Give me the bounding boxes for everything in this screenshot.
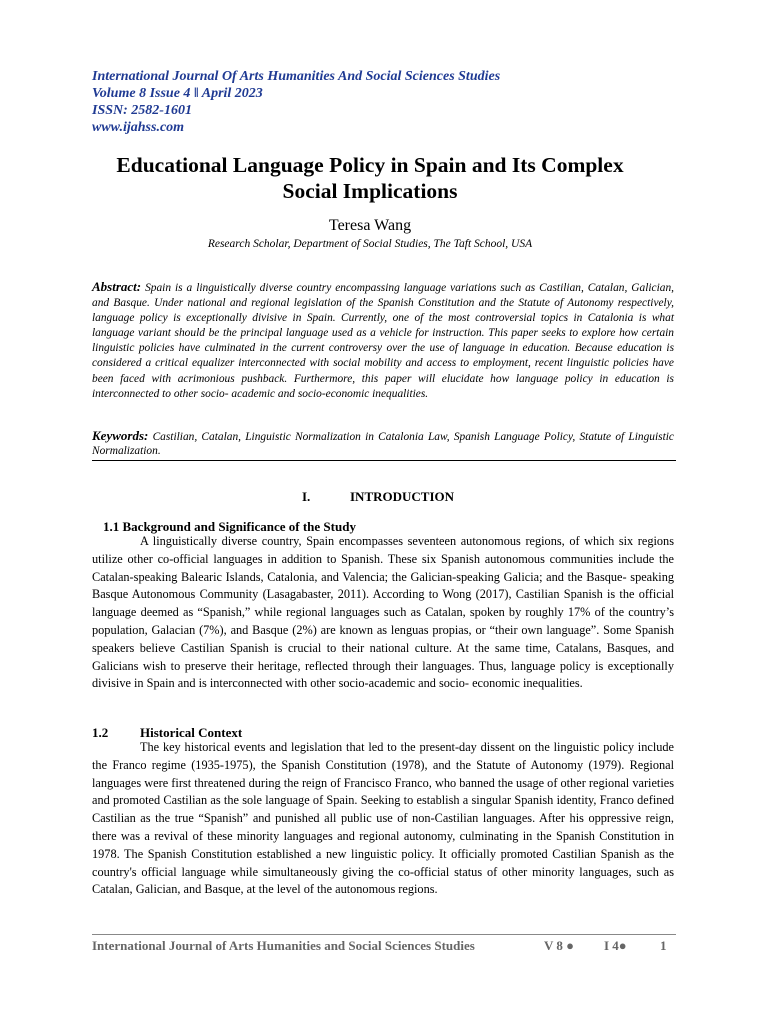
subsection-heading-1-1: 1.1 Background and Significance of the Study — [103, 519, 356, 534]
paragraph-historical-context: The key historical events and legislation that led to the present-day dissent on the linguistic policy include the Franco regime (1935-1975), the Spanish Constitution (1978), and the Statute of Autonomy (1979). Regional languages were first threatened during the reign of Francisco Franco, who banned the usage of other regional varieties and promoted Castilian as the sole language of Spain. Seeking to establish a singular Spanish identity, Franco defined Castilian as the true “Spanish” and punished all public use of non-Castilian languages. After his oppressive reign, there was a revival of these minority languages and regional autonomy, culminating in the Spanish Constitution in 1978. The Spanish Constitution established a new linguistic policy. It officially promoted Castilian Spanish as the country's official language while simultaneously giving the co-official status of other minority languages, such as Catalan, Galician, and Basque, at the level of the autonomous regions. — [92, 740, 674, 897]
footer-issue: I 4● — [604, 938, 627, 953]
keywords-text: Castilian, Catalan, Linguistic Normalization in Catalonia Law, Spanish Language Policy, Statute of Linguistic Normalization. — [92, 431, 674, 457]
section-divider — [92, 460, 676, 461]
footer-volume: V 8 ● — [544, 938, 575, 953]
journal-website[interactable]: www.ijahss.com — [92, 120, 185, 135]
paragraph-background: A linguistically diverse country, Spain encompasses seventeen autonomous regions, of which six regions utilize other co-official languages in addition to Spanish. These six Spanish autonomous communities include the Catalan-speaking Balearic Islands, Catalonia, and Valencia; the Galician-speaking Galicia; and the Basque- speaking Basque Autonomous Community (Lasagabaster, 2011). According to Wong (2017), Castilian Spanish is the official language deemed as “Spanish,” while regional languages such as Catalan, spoken by roughly 17% of the country’s population, Galacian (7%), and Basque (2%) are known as lenguas propias, or “their own language”. Some Spanish speakers believe Castilian Spanish is crucial to their national culture. At the same time, Catalans, Basques, and Galicians wish to preserve their heritage, reflected through their languages. Thus, language policy is exceptionally divisive in Spain and is interconnected with other socio-academic and socio- economic inequalities. — [92, 534, 674, 691]
subsection-title: Historical Context — [140, 725, 243, 740]
keywords — [92, 429, 674, 458]
keywords-label: Keywords: — [92, 428, 149, 443]
author-name: Teresa Wang — [328, 217, 412, 234]
author-affiliation: Research Scholar, Department of Social Studies, The Taft School, USA — [207, 238, 533, 250]
abstract-label: Abstract: — [92, 279, 142, 294]
footer-journal-name: International Journal of Arts Humanities and Social Sciences Studies — [92, 938, 475, 953]
journal-volume-issue: Volume 8 Issue 4 ǁ April 2023 — [92, 86, 263, 101]
abstract — [92, 279, 674, 402]
paper-title-line-1: Educational Language Policy in Spain and Its Complex — [116, 153, 624, 177]
journal-header — [92, 68, 500, 136]
abstract-text: Spain is a linguistically diverse country encompassing language variations such as Castilian, Catalan, Galician, and Basque. Under national and regional legislation of the Spanish Constitution and the Statute of Autonomy respectively, language policy is exceptionally divisive in Spain. Currently, one of the most controversial topics in Catalonia is what language variant should be the principal language used as a vehicle for instruction. This paper seeks to explore how certain linguistic policies have culminated in the current controversy over the use of language in education. Because education is considered a critical equalizer interconnected with social mobility and access to employment, recent linguistic policies have been faced with acrimonious pushback. Furthermore, this paper will elucidate how language policy in education is interconnected to other socio- academic and socio-economic inequalities. — [92, 282, 674, 400]
journal-issn: ISSN: 2582-1601 — [92, 103, 192, 118]
paper-title — [60, 152, 680, 204]
section-title: INTRODUCTION — [350, 489, 455, 504]
section-number: I. — [302, 489, 311, 504]
footer-divider — [92, 934, 676, 935]
paper-title-line-2: Social Implications — [282, 179, 458, 203]
subsection-number: 1.2 — [92, 725, 109, 740]
footer-page-number: 1 — [660, 938, 667, 953]
section-heading — [302, 489, 454, 505]
journal-name: International Journal Of Arts Humanities And Social Sciences Studies — [92, 69, 501, 84]
